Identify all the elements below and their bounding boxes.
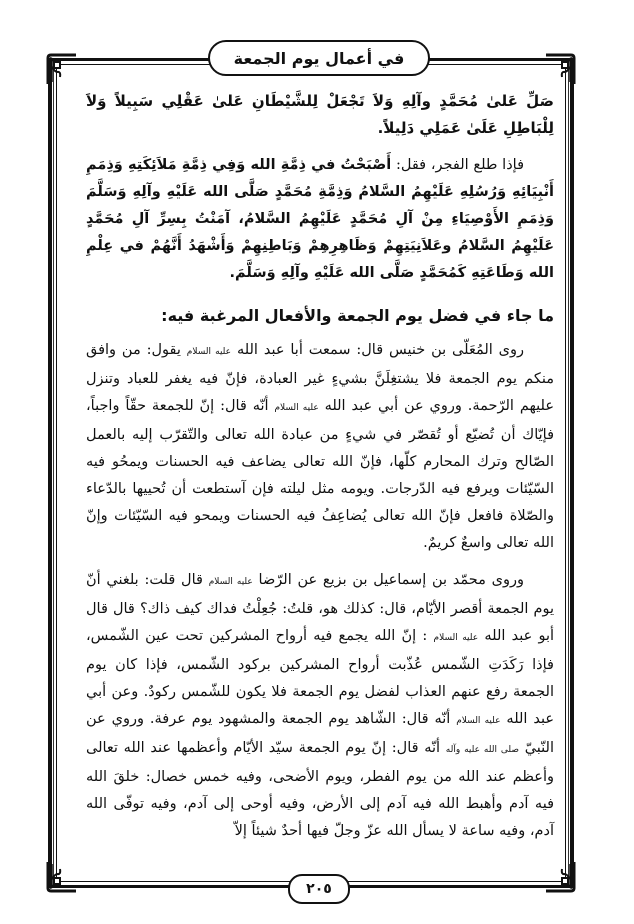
- page-body: [86, 58, 554, 889]
- narration-text: أنّه قال: الشّاهد يوم الجمعة والمشهود يوم عرفة. وروي عن النّبيّ: [86, 711, 555, 756]
- paragraph-ibn-bazi-narration: [86, 567, 554, 845]
- page-footer: [48, 874, 574, 904]
- honorific-glyph-icon: عليه السلام: [208, 577, 253, 587]
- paragraph-virtue-of-friday: [86, 337, 554, 557]
- page-number-badge: [288, 874, 350, 904]
- dua-text: صَلِّ عَلىٰ مُحَمَّدٍ وآلِهِ وَلاَ تَجْعَلْ لِلشَّيْطَانِ عَلىٰ عَقْلِي سَبِيلاً وَلاَ لِلْبَاطِلِ عَلَىٰ عَمَلِي دَلِيلاً.: [86, 92, 554, 137]
- corner-ornament-icon: [44, 52, 78, 86]
- chapter-title: في أعمال يوم الجمعة: [233, 48, 405, 68]
- narration-text: : إنّ الله يجمع فيه أرواح المشركين تحت عين الشّمس، فإذا رَكَدَتِ الشّمس عُذّبت أرواح المشركين بركود الشّمس، فإذا كان يوم الجمعة رفع عنهم العذاب لفضل يوم الجمعة فلا يكون للشّمس ركودٌ. وعن أبي عبد الله: [86, 628, 554, 727]
- honorific-glyph-icon: عليه السلام: [433, 633, 479, 643]
- book-page: [48, 40, 574, 904]
- narration-text: روى المُعَلّى بن خنيس قال: سمعت أبا عبد الله: [236, 342, 525, 358]
- page-number: ٢٠٥: [306, 881, 332, 897]
- narration-text: يقول: من وافق منكم يوم الجمعة فلا يشتغِلَنَّ بشيءٍ غير العبادة، فإنّ فيه يغفر للعباد وتنزل عليهم الرّحمة. وروي عن أبي عبد الله: [86, 342, 554, 414]
- paragraph-dua-closing: [86, 88, 554, 142]
- section-heading: ما جاء في فضل يوم الجمعة والأفعال المرغبة فيه:: [161, 306, 554, 325]
- honorific-glyph-icon: عليه السلام: [186, 347, 232, 357]
- dawn-intro-text: فإذا طلع الفجر، فقل:: [395, 157, 525, 173]
- honorific-glyph-icon: عليه السلام: [274, 403, 319, 413]
- narration-text: قال قلت: بلغني أنّ يوم الجمعة أقصر الأيّام، قال: كذلك هو، قلتُ: جُعِلْتُ فداك كيف ذاك؟ قال قال أبو عبد الله: [86, 572, 555, 644]
- narration-text: وروى محمّد بن إسماعيل بن بزيع عن الرّضا: [258, 572, 525, 588]
- honorific-glyph-icon: صلى الله عليه وآله: [445, 745, 520, 755]
- narration-text: أنّه قال: إنّ يوم الجمعة سيّد الأيّام وأعظمها عند الله تعالى وأعظم عند الله من يوم الفطر، ويوم الأضحى، وفيه خمس خصال: خلقَ الله فيه آدم وأهبط الله فيه آدم إلى الأرض، وفيه أوحى إلى آدم، وفيه توفّى الله آدم، وفيه ساعة لا يسأل الله عزّ وجلّ فيها أحدٌ شيئاً إلاّ: [86, 740, 554, 839]
- running-header: [208, 40, 430, 76]
- paragraph-dawn-dua: [86, 152, 554, 287]
- honorific-glyph-icon: عليه السلام: [456, 716, 501, 726]
- dawn-dua-text: أَصْبَحْتُ في ذِمَّةِ الله وَفِي ذِمَّةِ مَلاَئِكَتِهِ وَذِمَمِ أَنْبِيَائِهِ وَرُسُلِهِ عَلَيْهِمُ السَّلامُ وَذِمَّةِ مُحَمَّدٍ صَلَّى الله عَلَيْهِ وآلِهِ وَسَلَّمَ وَذِمَمِ الأَوْصِيَاءِ مِنْ آلِ مُحَمَّدٍ عَلَيْهِمُ السَّلامُ، آمَنْتُ بِسِرِّ آلِ مُحَمَّدٍ عَلَيْهِمُ السَّلامُ وعَلاَنِيَتِهِمْ وَظَاهِرِهِمْ وَبَاطِنِهِمْ وَأَشْهَدُ أَنَّهُمْ في عِلْمِ الله وَطَاعَتِهِ كَمُحَمَّدٍ صَلَّى الله عَلَيْهِ وآلِهِ وَسَلَّمَ.: [86, 157, 554, 281]
- narration-text: أنّه قال: إنّ للجمعة حقّاً واجباً، فإيّاك أن تُضيّع أو تُقصّر في شيءٍ من عبادة الله تعالى والتّقرّب إليه بالعمل الصّالح وترك المحارم كلّها، فإنّ الله تعالى يضاعف فيه الحسنات ويمحُو فيه السّيّئات ويرفع فيه الدّرجات. ويومه مثل ليلته فإن آستطعت أن تُحييها بالدّعاء والصّلاة فافعل فإنّ الله تعالى يُضاعِفُ فيه الحسنات ويمحو فيه السّيّئات وإنّ الله تعالى واسعٌ كريمٌ.: [86, 398, 554, 551]
